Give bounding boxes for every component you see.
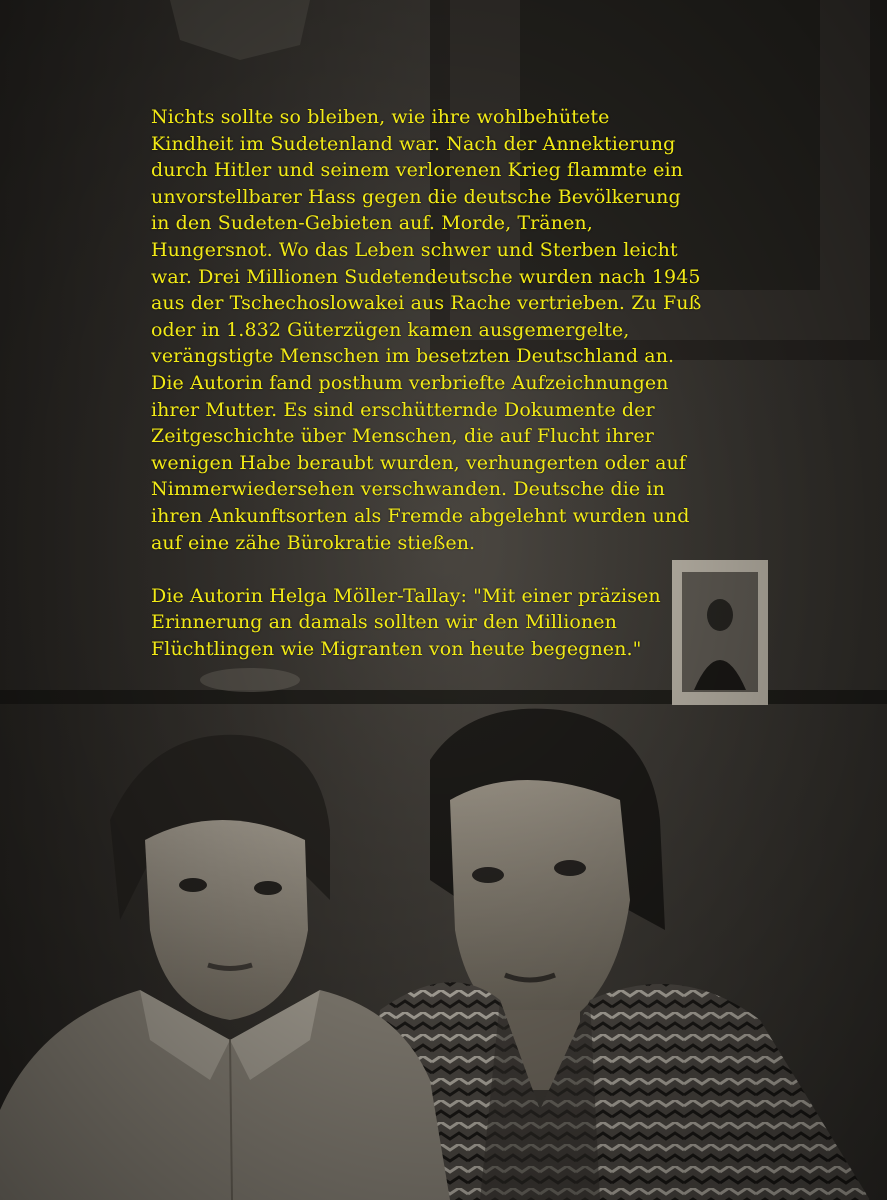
blurb-line: Nimmerwiedersehen verschwanden. Deutsche die in: [151, 478, 665, 501]
blurb-line: Hungersnot. Wo das Leben schwer und Sterben leicht: [151, 238, 678, 261]
blurb-line: Nichts sollte so bleiben, wie ihre wohlbehütete: [151, 106, 610, 128]
blurb-line: wenigen Habe beraubt wurden, verhungerten oder auf: [151, 451, 687, 474]
blurb-line: verängstigte Menschen im besetzten Deutschland an.: [151, 345, 675, 368]
quote-line: Flüchtlingen wie Migranten von heute begegnen.": [151, 637, 642, 660]
blurb-line: in den Sudeten-Gebieten auf. Morde, Tränen,: [151, 212, 593, 235]
blurb-line: Kindheit im Sudetenland war. Nach der Annektierung: [151, 132, 676, 155]
blurb-paragraph-2: [151, 583, 751, 663]
blurb-line: oder in 1.832 Güterzügen kamen ausgemergelte,: [151, 318, 630, 341]
blurb-line: Die Autorin fand posthum verbriefte Aufzeichnungen: [151, 371, 669, 394]
blurb-line: ihrer Mutter. Es sind erschütternde Dokumente der: [151, 398, 655, 421]
quote-line: Erinnerung an damals sollten wir den Millionen: [151, 611, 617, 634]
blurb-line: durch Hitler und seinem verlorenen Krieg flammte ein: [151, 159, 684, 182]
blurb-text: [151, 104, 751, 662]
blurb-line: Zeitgeschichte über Menschen, die auf Flucht ihrer: [151, 425, 654, 448]
paragraph-spacer: [151, 556, 751, 583]
blurb-line: aus der Tschechoslowakei aus Rache vertrieben. Zu Fuß: [151, 292, 702, 315]
blurb-line: auf eine zähe Bürokratie stießen.: [151, 531, 476, 554]
blurb-line: ihren Ankunftsorten als Fremde abgelehnt wurden und: [151, 504, 690, 527]
blurb-line: unvorstellbarer Hass gegen die deutsche Bevölkerung: [151, 185, 681, 208]
blurb-paragraph-1: [151, 104, 751, 556]
quote-line: Die Autorin Helga Möller-Tallay: "Mit einer präzisen: [151, 584, 661, 607]
blurb-line: war. Drei Millionen Sudetendeutsche wurden nach 1945: [151, 265, 701, 288]
